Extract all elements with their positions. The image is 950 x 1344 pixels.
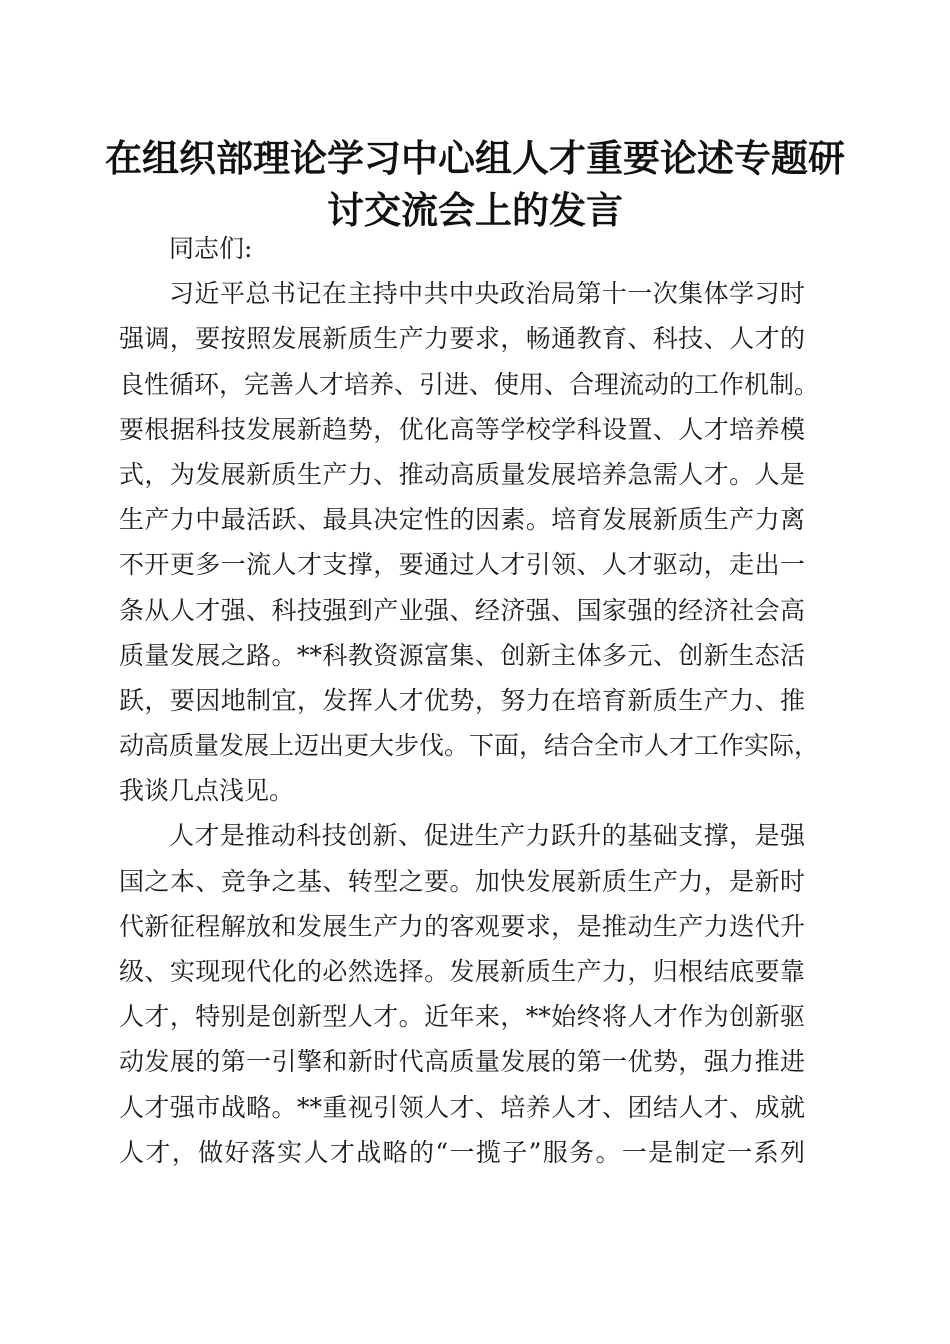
paragraph-line: 动高质量发展上迈出更大步伐。下面，结合全市人才工作实际， bbox=[119, 731, 820, 761]
paragraph-line: 强调，要按照发展新质生产力要求，畅通教育、科技、人才的 bbox=[119, 324, 805, 354]
paragraph-line: 式，为发展新质生产力、推动高质量发展培养急需人才。人是 bbox=[119, 459, 805, 489]
title-line: 在组织部理论学习中心组人才重要论述专题研 bbox=[105, 136, 845, 180]
paragraph-line: 跃，要因地制宜，发挥人才优势，努力在培育新质生产力、推 bbox=[119, 685, 805, 715]
paragraph-line: 代新征程解放和发展生产力的客观要求，是推动生产力迭代升 bbox=[119, 911, 805, 941]
paragraph bbox=[119, 813, 839, 1175]
salutation: 同志们: bbox=[169, 234, 253, 263]
title-line: 讨交流会上的发言 bbox=[327, 188, 623, 232]
paragraph-line: 人才，做好落实人才战略的“一揽子”服务。一是制定一系列 bbox=[119, 1137, 805, 1167]
paragraph-line: 我谈几点浅见。 bbox=[119, 776, 295, 806]
paragraph-line: 人才是推动科技创新、促进生产力跃升的基础支撑，是强 bbox=[169, 821, 805, 851]
paragraph-line: 动发展的第一引擎和新时代高质量发展的第一优势，强力推进 bbox=[119, 1047, 805, 1077]
document-title bbox=[100, 132, 850, 236]
paragraph-line: 良性循环，完善人才培养、引进、使用、合理流动的工作机制。 bbox=[119, 369, 820, 399]
paragraph-line: 人才强市战略。**重视引领人才、培养人才、团结人才、成就 bbox=[119, 1092, 805, 1122]
paragraph bbox=[119, 271, 839, 813]
paragraph-line: 要根据科技发展新趋势，优化高等学校学科设置、人才培养模 bbox=[119, 414, 805, 444]
paragraph-line: 人才，特别是创新型人才。近年来，**始终将人才作为创新驱 bbox=[119, 1002, 805, 1032]
paragraph-line: 生产力中最活跃、最具决定性的因素。培育发展新质生产力离 bbox=[119, 505, 805, 535]
paragraph-line: 质量发展之路。**科教资源富集、创新主体多元、创新生态活 bbox=[119, 640, 805, 670]
paragraph-line: 国之本、竞争之基、转型之要。加快发展新质生产力，是新时 bbox=[119, 866, 805, 896]
paragraph-line: 习近平总书记在主持中共中央政治局第十一次集体学习时 bbox=[169, 279, 805, 309]
paragraph-line: 不开更多一流人才支撑，要通过人才引领、人才驱动，走出一 bbox=[119, 550, 805, 580]
paragraph-line: 条从人才强、科技强到产业强、经济强、国家强的经济社会高 bbox=[119, 595, 805, 625]
document-body bbox=[119, 226, 839, 1175]
paragraph-line: 级、实现现代化的必然选择。发展新质生产力，归根结底要靠 bbox=[119, 957, 805, 986]
